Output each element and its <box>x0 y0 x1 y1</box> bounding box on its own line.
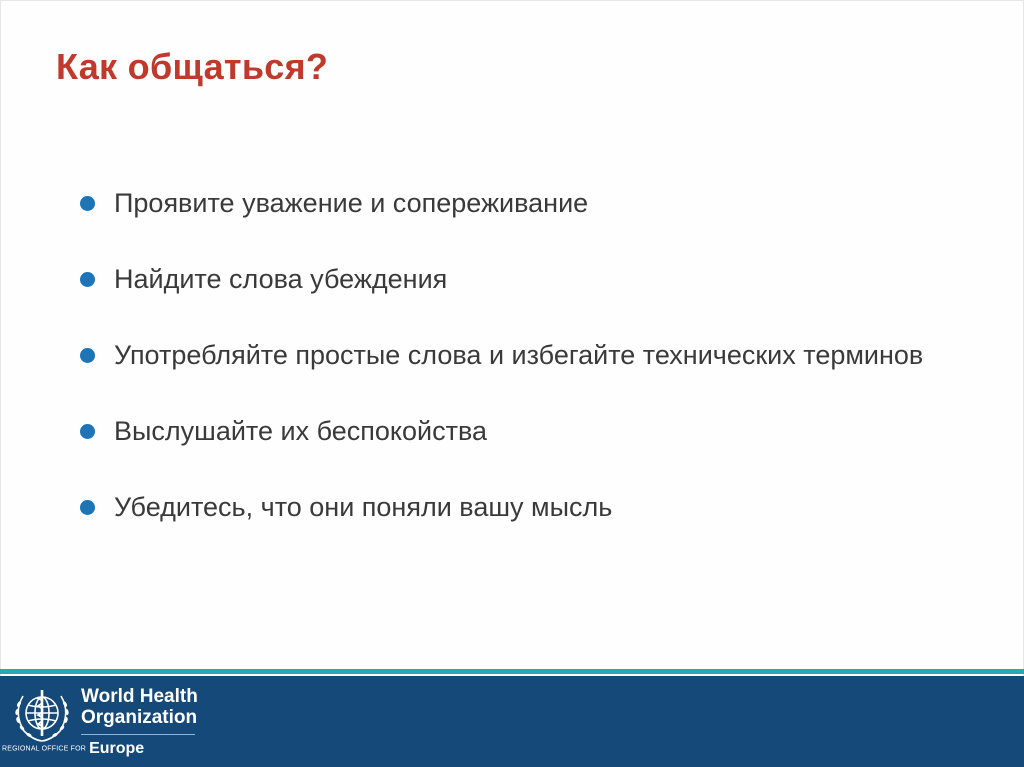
bullet-dot-icon <box>80 196 95 211</box>
regional-office-label: REGIONAL OFFICE FOR <box>2 745 87 753</box>
bullet-item <box>78 335 958 375</box>
slide-title: Как общаться? <box>56 46 329 87</box>
bullet-text: Убедитесь, что они поняли вашу мысль <box>114 492 613 522</box>
bullet-item <box>78 259 958 299</box>
bullet-item <box>78 487 958 527</box>
bullet-dot-icon <box>80 424 95 439</box>
bullet-list <box>78 183 958 563</box>
who-divider <box>81 734 195 735</box>
bullet-item <box>78 411 958 451</box>
bullet-text: Выслушайте их беспокойства <box>114 416 488 446</box>
bullet-text: Проявите уважение и сопереживание <box>114 188 589 218</box>
who-emblem-icon <box>9 682 75 748</box>
bullet-text: Найдите слова убеждения <box>114 264 448 294</box>
who-name-line2: Organization <box>81 707 198 728</box>
footer-accent-line <box>0 669 1024 674</box>
footer-band <box>0 676 1024 767</box>
bullet-item <box>78 183 958 223</box>
who-regional-office <box>2 740 144 758</box>
who-organization-name <box>81 686 198 728</box>
bullet-dot-icon <box>80 348 95 363</box>
bullet-dot-icon <box>80 500 95 515</box>
who-name-line1: World Health <box>81 686 198 707</box>
bullet-dot-icon <box>80 272 95 287</box>
bullet-text: Употребляйте простые слова и избегайте технических терминов <box>114 340 924 370</box>
region-name: Europe <box>89 740 145 757</box>
